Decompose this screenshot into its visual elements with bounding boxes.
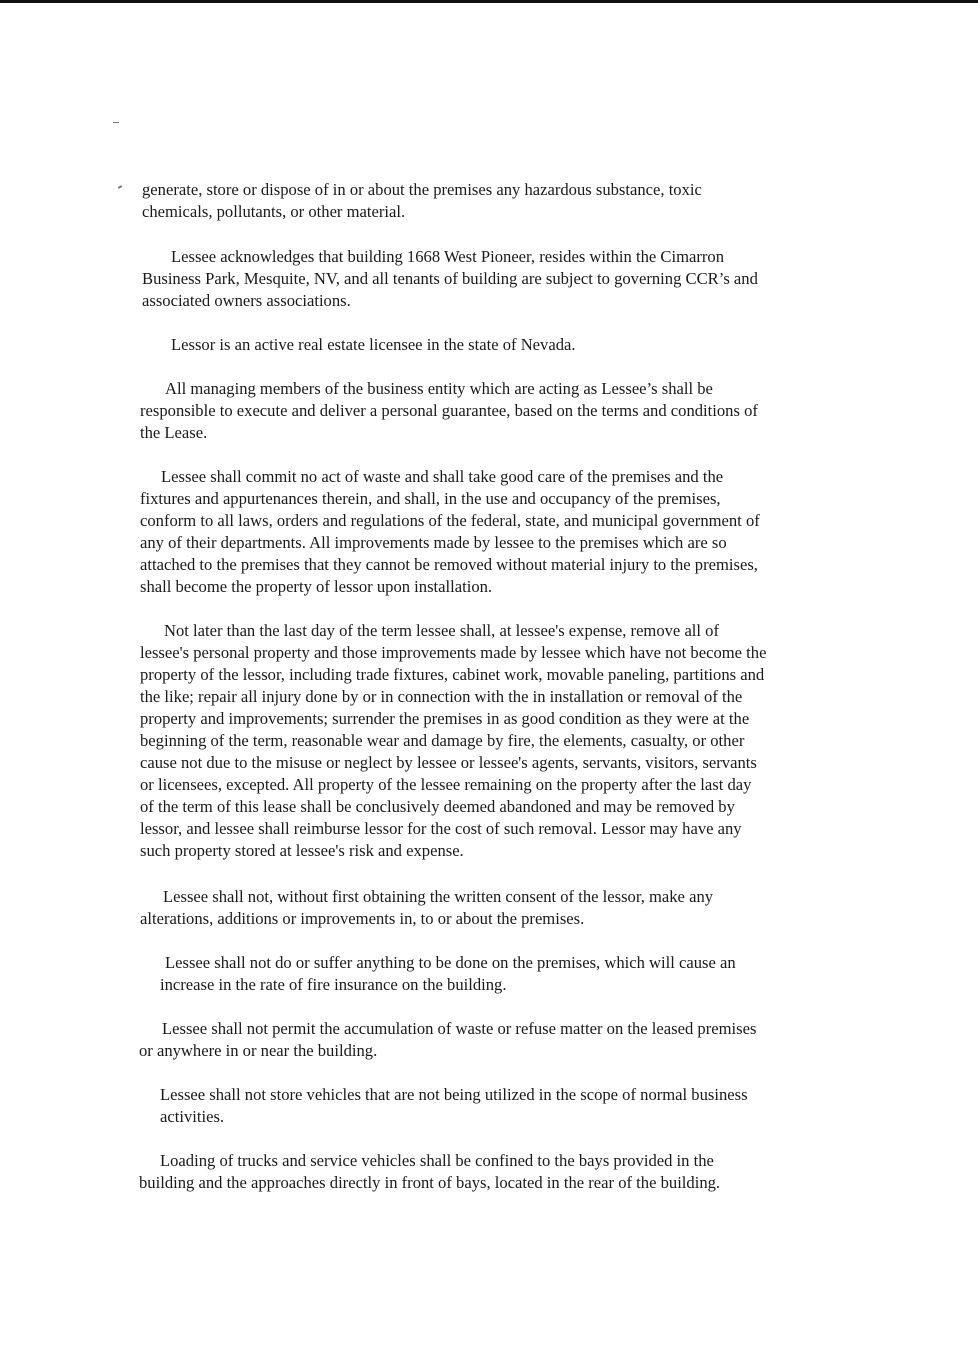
- text-line: Lessee shall not permit the accumulation of waste or refuse matter on the leased premises: [162, 1019, 757, 1038]
- text-line: such property stored at lessee's risk and expense.: [140, 841, 464, 860]
- text-line: Loading of trucks and service vehicles shall be confined to the bays provided in the: [160, 1151, 714, 1170]
- text-line: generate, store or dispose of in or about the premises any hazardous substance, toxic: [142, 180, 702, 199]
- text-line: associated owners associations.: [142, 291, 351, 310]
- text-line: property and improvements; surrender the premises in as good condition as they were at the: [140, 709, 750, 728]
- text-line: activities.: [160, 1107, 225, 1126]
- text-line: alterations, additions or improvements in, to or about the premises.: [140, 909, 585, 928]
- text-line: Business Park, Mesquite, NV, and all tenants of building are subject to governing CCR’s and: [142, 269, 758, 288]
- text-line: responsible to execute and deliver a personal guarantee, based on the terms and conditions of: [140, 401, 758, 420]
- paragraph-refuse-matter: [139, 1018, 756, 1062]
- text-line: lessor, and lessee shall reimburse lessor for the cost of such removal. Lessor may have any: [140, 819, 742, 838]
- text-line: lessee's personal property and those improvements made by lessee which have not become the: [140, 643, 767, 662]
- text-line: increase in the rate of fire insurance on the building.: [160, 975, 507, 994]
- paragraph-personal-guarantee: [140, 378, 758, 444]
- scan-top-border: [0, 0, 978, 3]
- text-line: property of the lessor, including trade fixtures, cabinet work, movable paneling, partitions and: [140, 665, 765, 684]
- paragraph-written-consent: [140, 886, 713, 930]
- text-line: All managing members of the business entity which are acting as Lessee’s shall be: [165, 379, 713, 398]
- text-line: attached to the premises that they cannot be removed without material injury to the premises,: [140, 555, 758, 574]
- paragraph-end-of-term-removal: [140, 620, 766, 862]
- text-line: chemicals, pollutants, or other material.: [142, 202, 406, 221]
- text-line: cause not due to the misuse or neglect by lessee or lessee's agents, servants, visitors, servants: [140, 753, 757, 772]
- text-line: Lessee shall not store vehicles that are not being utilized in the scope of normal business: [160, 1085, 748, 1104]
- text-line: Lessee shall not do or suffer anything to be done on the premises, which will cause an: [165, 953, 736, 972]
- text-line: Lessee shall not, without first obtaining the written consent of the lessor, make any: [163, 887, 714, 906]
- paragraph-fire-insurance: [160, 952, 736, 996]
- paragraph-loading-bays: [139, 1150, 720, 1194]
- text-line: of the term of this lease shall be conclusively deemed abandoned and may be removed by: [140, 797, 735, 816]
- text-line: Lessee acknowledges that building 1668 West Pioneer, resides within the Cimarron: [171, 247, 725, 266]
- scan-speck: [113, 122, 119, 123]
- paragraph-lessor-licensee: [142, 334, 576, 356]
- text-line: Not later than the last day of the term lessee shall, at lessee's expense, remove all of: [164, 621, 719, 640]
- text-line: conform to all laws, orders and regulations of the federal, state, and municipal government of: [140, 511, 760, 530]
- text-line: or licensees, excepted. All property of the lessee remaining on the property after the last day: [140, 775, 752, 794]
- text-line: building and the approaches directly in front of bays, located in the rear of the building.: [139, 1173, 721, 1192]
- paragraph-vehicle-storage: [160, 1084, 748, 1128]
- text-line: the like; repair all injury done by or in connection with the in installation or removal of the: [140, 687, 743, 706]
- paragraph-business-park: [142, 246, 758, 312]
- text-line: beginning of the term, reasonable wear and damage by fire, the elements, casualty, or other: [140, 731, 745, 750]
- paragraph-hazardous-substances: [142, 179, 702, 223]
- text-line: Lessee shall commit no act of waste and shall take good care of the premises and the: [161, 467, 724, 486]
- text-line: shall become the property of lessor upon installation.: [140, 577, 493, 596]
- text-line: fixtures and appurtenances therein, and shall, in the use and occupancy of the premises,: [140, 489, 721, 508]
- text-line: Lessor is an active real estate licensee in the state of Nevada.: [171, 335, 576, 354]
- text-line: or anywhere in or near the building.: [139, 1041, 378, 1060]
- text-line: any of their departments. All improvements made by lessee to the premises which are so: [140, 533, 727, 552]
- scan-speck: [118, 185, 122, 189]
- text-line: the Lease.: [140, 423, 208, 442]
- paragraph-waste-and-improvements: [140, 466, 760, 598]
